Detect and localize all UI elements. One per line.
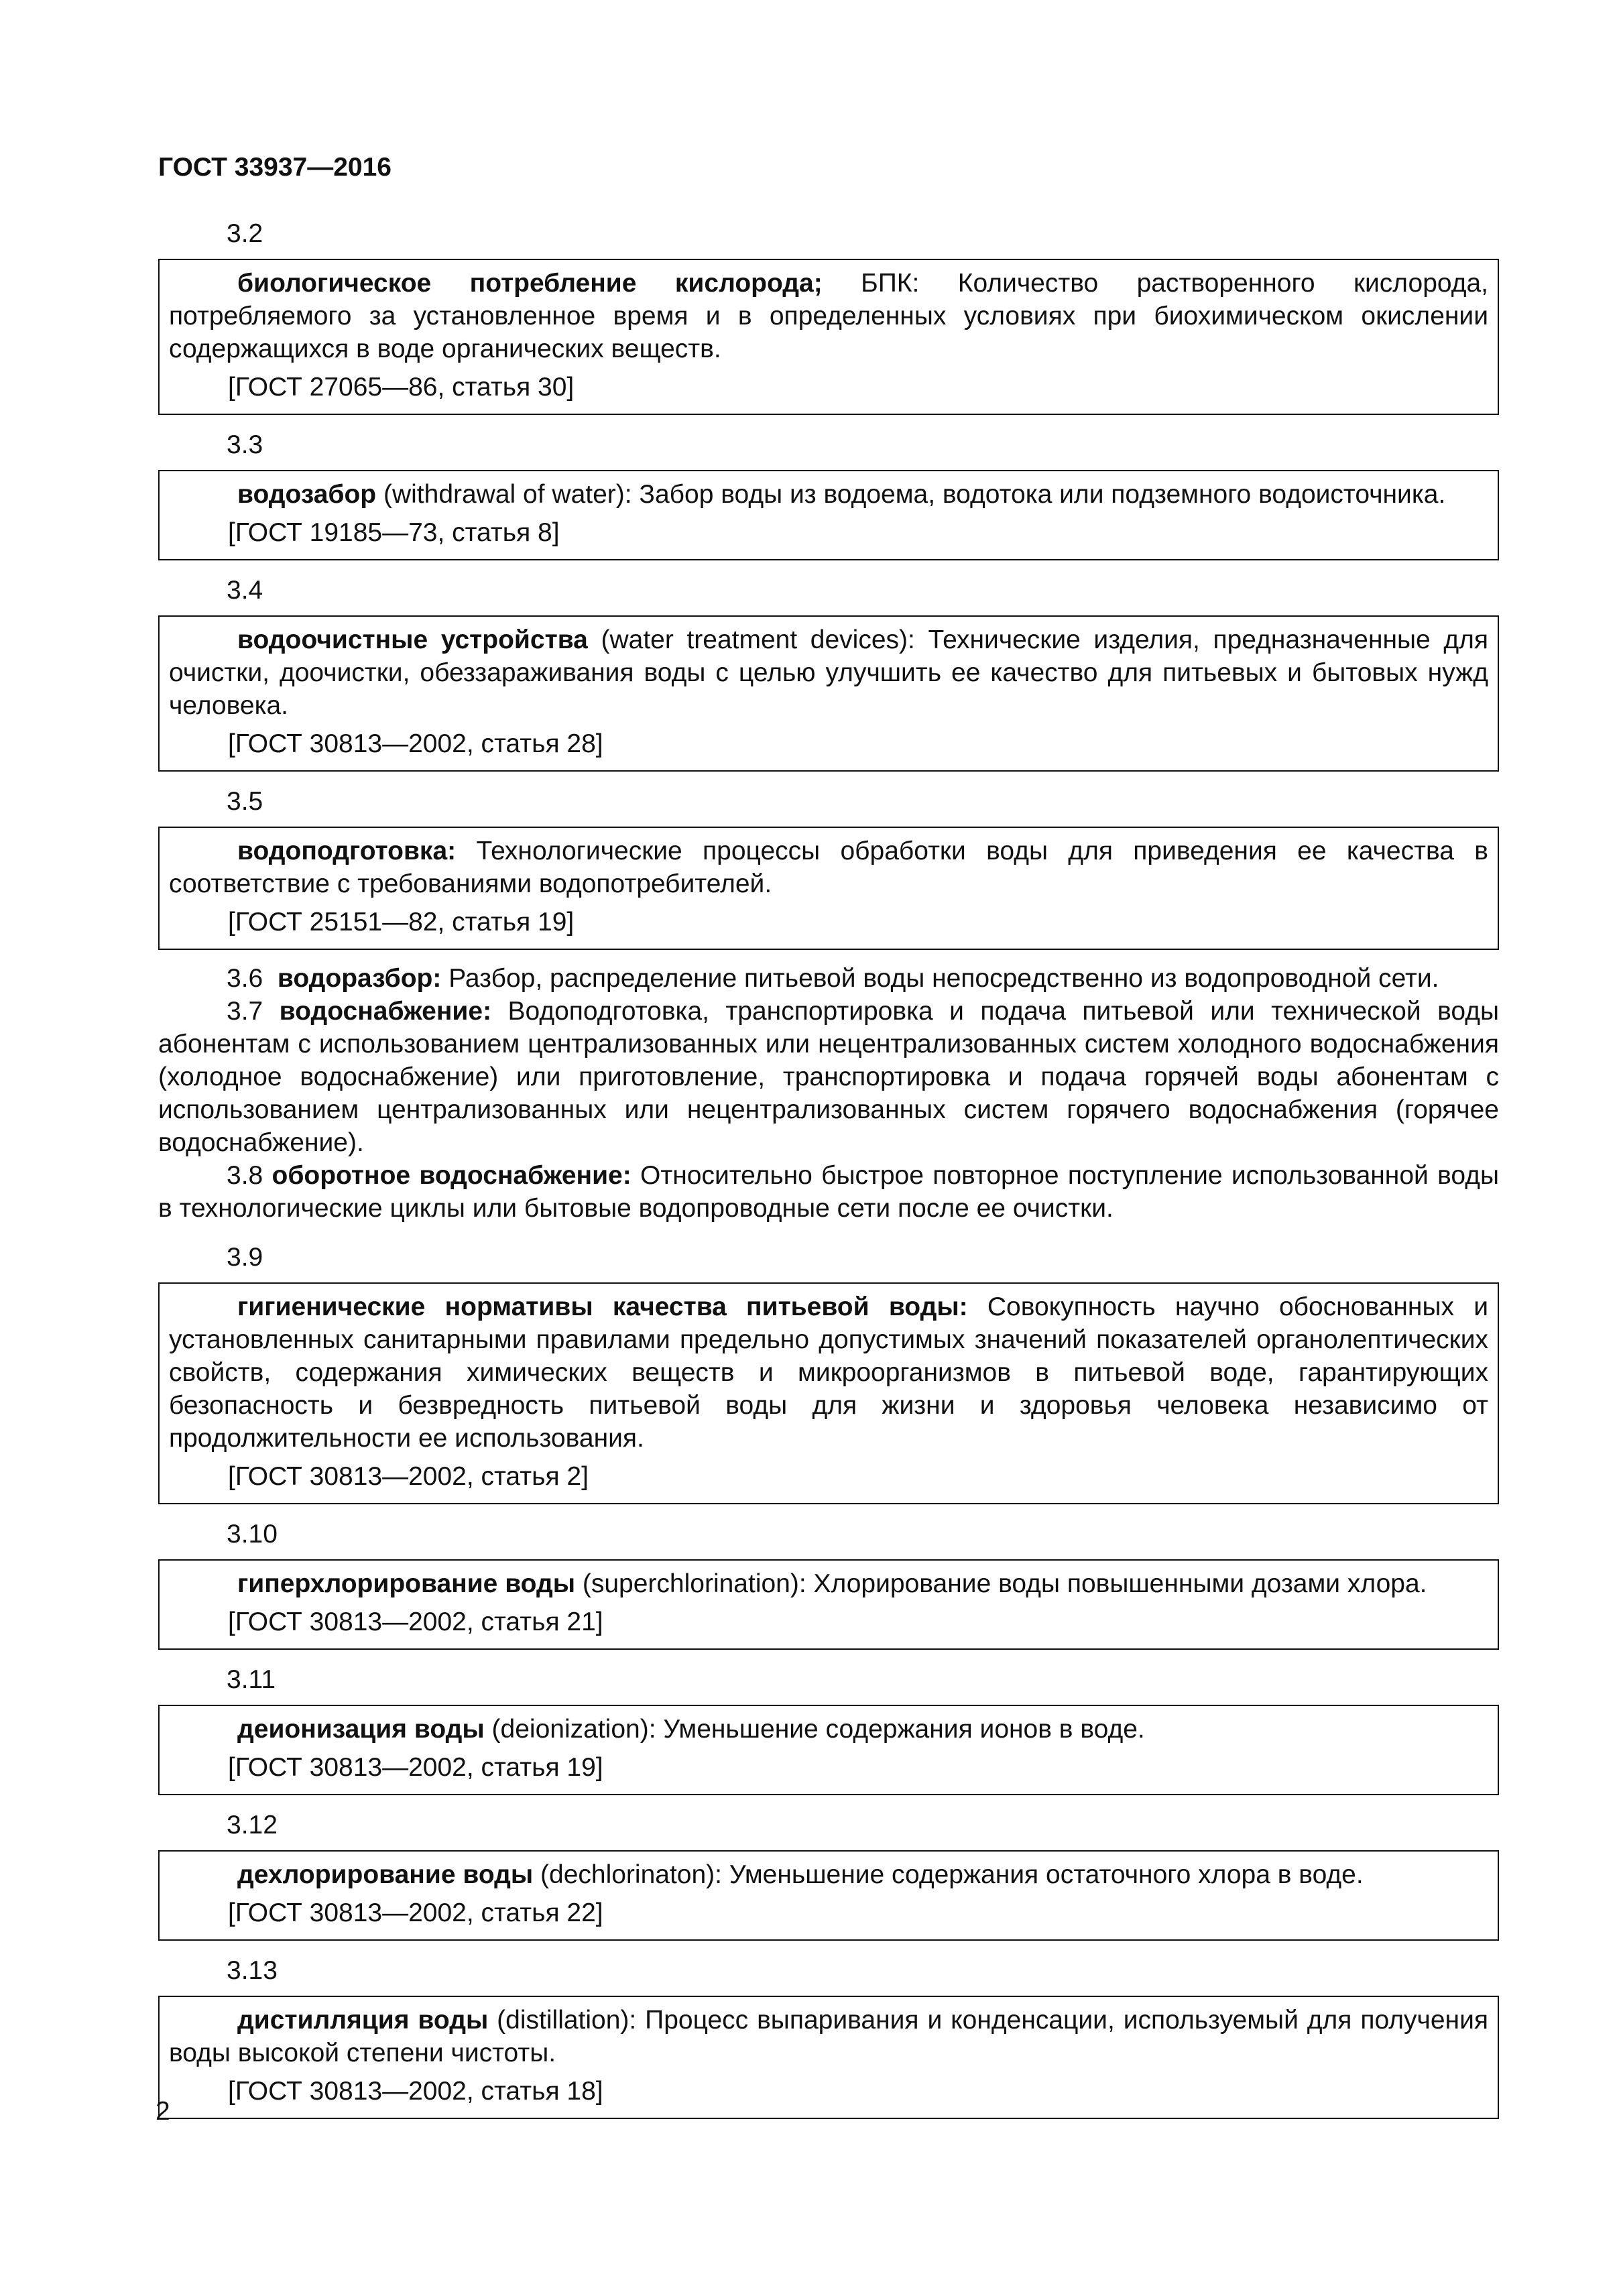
term-box	[158, 827, 1499, 950]
term-reference: [ГОСТ 25151—82, статья 19]	[228, 908, 575, 936]
term-reference: [ГОСТ 30813—2002, статья 18]	[228, 2077, 603, 2106]
term-reference: [ГОСТ 30813—2002, статья 19]	[228, 1753, 603, 1782]
entry-number: 3.12	[227, 1811, 278, 1839]
term-reference: [ГОСТ 30813—2002, статья 22]	[228, 1898, 603, 1927]
term-title: водозабор	[237, 480, 377, 509]
entry-number: 3.5	[227, 787, 263, 816]
term-reference: [ГОСТ 27065—86, статья 30]	[228, 373, 575, 402]
term-box	[158, 259, 1499, 415]
term-body: БПК: Количество растворенного кислорода, потребляемого за установленное время и в определенных условиях при биохимическом окислении содержащихся в воде органических веществ.	[169, 269, 1488, 363]
term-body: Совокупность научно обоснованных и установленных санитарными правилами предельно допустимых значений показателей органолептических свойств, содержания химических веществ и микроорганизмов в питьевой воде, гарантирующих безопасность и безвредность питьевой воды для жизни и здоровья человека независимо от продолжительности ее использования.	[169, 1292, 1488, 1453]
term-title: дистилляция воды	[237, 2006, 489, 2035]
document-header: ГОСТ 33937—2016	[158, 153, 392, 182]
term-body: (withdrawal of water): Забор воды из водоема, водотока или подземного водоисточника.	[376, 480, 1446, 509]
entry-number: 3.10	[227, 1520, 278, 1549]
term-reference: [ГОСТ 19185—73, статья 8]	[228, 518, 560, 547]
term-title: водоразбор:	[277, 964, 442, 993]
term-reference: [ГОСТ 30813—2002, статья 2]	[228, 1462, 589, 1491]
term-definition	[169, 1713, 1488, 1746]
term-box	[158, 1850, 1499, 1941]
inline-term-definition	[158, 995, 1499, 1159]
term-box	[158, 1705, 1499, 1795]
term-body: (deionization): Уменьшение содержания ионов в воде.	[484, 1715, 1145, 1744]
term-body: (distillation): Процесс выпаривания и конденсации, используемый для получения воды высокой степени чистоты.	[169, 2006, 1488, 2067]
term-title: деионизация воды	[237, 1715, 485, 1744]
inline-term-definition	[158, 962, 1499, 995]
term-body: (dechlorinaton): Уменьшение содержания остаточного хлора в воде.	[533, 1860, 1364, 1889]
entry-number: 3.7	[227, 997, 263, 1026]
term-title: биологическое потребление кислорода;	[237, 269, 823, 298]
term-title: гиперхлорирование воды	[237, 1569, 576, 1598]
term-title: гигиенические нормативы качества питьевой воды:	[237, 1292, 968, 1321]
term-definition	[169, 1567, 1488, 1600]
term-body: Технологические процессы обработки воды для приведения ее качества в соответствие с требованиями водопотребителей.	[169, 837, 1488, 898]
document-content	[158, 216, 1499, 2131]
term-box	[158, 615, 1499, 772]
inline-entries	[158, 962, 1499, 1225]
term-reference: [ГОСТ 30813—2002, статья 28]	[228, 729, 603, 758]
term-definition	[169, 267, 1488, 365]
term-body: Разбор, распределение питьевой воды непосредственно из водопроводной сети.	[441, 964, 1439, 993]
entry-number: 3.3	[227, 430, 263, 459]
term-definition	[169, 835, 1488, 900]
inline-term-definition	[158, 1159, 1499, 1225]
term-title: оборотное водоснабжение:	[272, 1161, 632, 1190]
entry-number: 3.8	[227, 1161, 263, 1190]
term-box	[158, 470, 1499, 560]
term-box	[158, 1559, 1499, 1650]
term-box	[158, 1282, 1499, 1504]
term-definition	[169, 478, 1488, 511]
term-definition	[169, 2004, 1488, 2069]
term-title: водоснабжение:	[279, 997, 492, 1026]
term-definition	[169, 1290, 1488, 1455]
term-reference: [ГОСТ 30813—2002, статья 21]	[228, 1608, 603, 1636]
term-title: дехлорирование воды	[237, 1860, 534, 1889]
page-number: 2	[156, 2097, 170, 2126]
term-box	[158, 1996, 1499, 2119]
term-definition	[169, 623, 1488, 722]
term-body: (superchlorination): Хлорирование воды повышенными дозами хлора.	[575, 1569, 1427, 1598]
term-body: (water treatment devices): Технические изделия, предназначенные для очистки, доочистки, обеззараживания воды с целью улучшить ее качество для питьевых и бытовых нужд человека.	[169, 625, 1488, 720]
entry-number: 3.11	[227, 1665, 276, 1694]
term-title: водоочистные устройства	[237, 625, 588, 654]
entry-number: 3.4	[227, 576, 263, 605]
term-definition	[169, 1858, 1488, 1891]
term-body: Относительно быстрое повторное поступление использованной воды в технологические циклы или бытовые водопроводные сети после ее очистки.	[158, 1161, 1500, 1223]
entry-number: 3.9	[227, 1243, 263, 1272]
entry-number: 3.6	[227, 964, 263, 993]
entry-number: 3.13	[227, 1956, 278, 1985]
entry-number: 3.2	[227, 219, 263, 248]
term-title: водоподготовка:	[237, 837, 457, 865]
term-body: Водоподготовка, транспортировка и подача питьевой или технической воды абонентам с использованием централизованных или нецентрализованных систем холодного водоснабжения (холодное водоснабжение) или приготовление, транспортировка и подача горячей воды абонентам с использованием централизованных или нецентрализованных систем горячего водоснабжения (горячее водоснабжение).	[158, 997, 1499, 1157]
